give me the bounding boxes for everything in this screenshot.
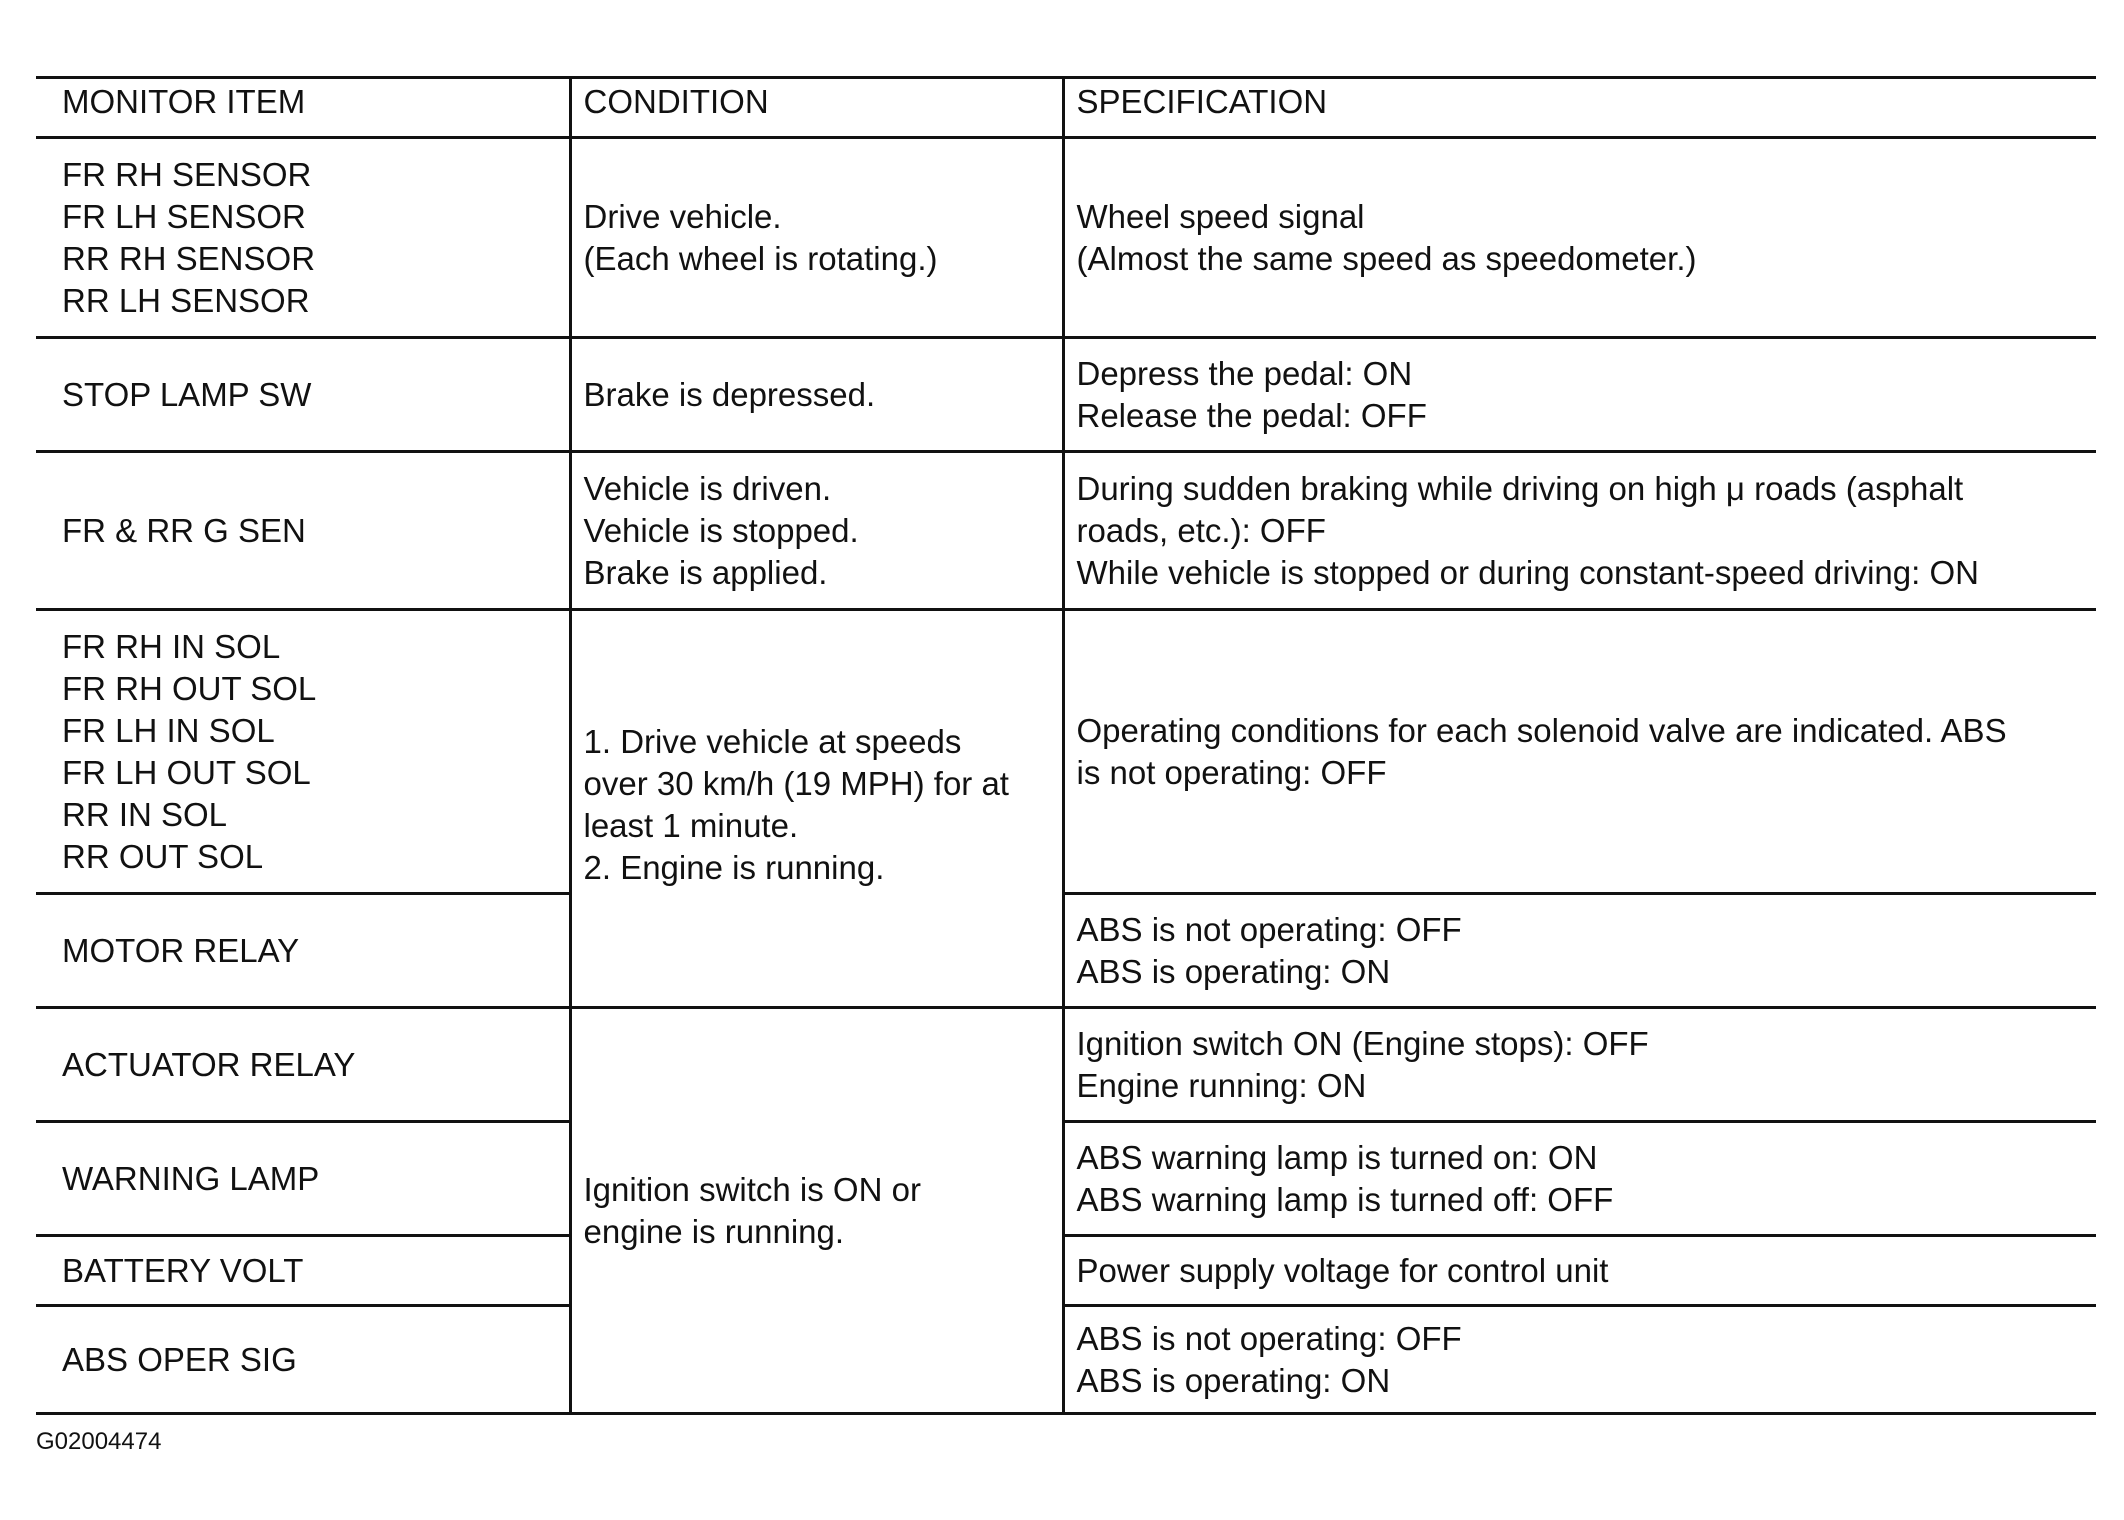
condition-line: Vehicle is driven. [583, 469, 832, 507]
table-row [36, 1122, 2096, 1236]
condition-line: (Each wheel is rotating.) [583, 239, 938, 277]
monitor-item-cell: FR & RR G SEN [36, 452, 570, 610]
header-condition: CONDITION [570, 78, 1063, 138]
condition-line: Brake is applied. [583, 553, 828, 591]
condition-line: Ignition switch is ON or [583, 1170, 921, 1208]
monitor-item-cell [36, 138, 570, 338]
condition-line: 2. Engine is running. [583, 849, 885, 886]
specification-cell [1063, 610, 2096, 894]
specification-cell [1063, 1122, 2096, 1236]
specification-cell [1063, 1306, 2096, 1414]
condition-cell [570, 138, 1063, 338]
condition-line: least 1 minute. [583, 807, 799, 844]
condition-cell [570, 1008, 1063, 1414]
specification-line: Release the pedal: OFF [1076, 396, 1427, 434]
specification-line: Engine running: ON [1076, 1066, 1367, 1104]
specification-line: ABS warning lamp is turned on: ON [1076, 1138, 1598, 1176]
table-row [36, 1236, 2096, 1306]
specification-line: (Almost the same speed as speedometer.) [1076, 239, 1697, 277]
specification-cell: Power supply voltage for control unit [1063, 1236, 2096, 1306]
specification-line: Depress the pedal: ON [1076, 354, 1413, 392]
monitor-item: FR LH OUT SOL [62, 753, 311, 791]
monitor-item-cell [36, 610, 570, 894]
table-row [36, 894, 2096, 1008]
header-specification: SPECIFICATION [1063, 78, 2096, 138]
specification-cell [1063, 1008, 2096, 1122]
monitor-item: RR OUT SOL [62, 837, 264, 875]
monitor-item-cell: ABS OPER SIG [36, 1306, 570, 1414]
specification-cell [1063, 894, 2096, 1008]
condition-line: engine is running. [583, 1212, 845, 1250]
header-monitor-item: MONITOR ITEM [36, 78, 570, 138]
table-row [36, 452, 2096, 610]
monitor-item: FR RH OUT SOL [62, 669, 317, 707]
specification-line: Wheel speed signal [1076, 197, 1365, 235]
condition-line: 1. Drive vehicle at speeds [583, 723, 962, 760]
specification-cell [1063, 452, 2096, 610]
table-row [36, 610, 2096, 894]
condition-line: Vehicle is stopped. [583, 511, 859, 549]
specification-line: While vehicle is stopped or during constant-speed driving: ON [1076, 553, 1979, 591]
table-header-row [36, 78, 2096, 138]
specification-line: ABS is operating: ON [1076, 952, 1391, 990]
monitor-item: FR LH SENSOR [62, 197, 306, 235]
monitor-item-cell: STOP LAMP SW [36, 338, 570, 452]
table-row [36, 338, 2096, 452]
specification-line: is not operating: OFF [1076, 753, 1387, 791]
figure-code: G02004474 [36, 1428, 162, 1455]
condition-line: Drive vehicle. [583, 197, 782, 235]
monitor-item: FR LH IN SOL [62, 711, 275, 749]
condition-cell [570, 452, 1063, 610]
specification-line: ABS warning lamp is turned off: OFF [1076, 1180, 1614, 1218]
condition-line: over 30 km/h (19 MPH) for at [583, 765, 1009, 802]
monitor-item: RR IN SOL [62, 795, 228, 833]
monitor-item-cell: BATTERY VOLT [36, 1236, 570, 1306]
monitor-item: FR RH IN SOL [62, 627, 281, 665]
specification-line: Operating conditions for each solenoid valve are indicated. ABS [1076, 711, 2007, 749]
specification-line: ABS is not operating: OFF [1076, 1319, 1462, 1357]
specification-line: ABS is operating: ON [1076, 1361, 1391, 1399]
monitor-item-cell: MOTOR RELAY [36, 894, 570, 1008]
monitor-item-cell: WARNING LAMP [36, 1122, 570, 1236]
table-row [36, 1306, 2096, 1414]
specification-line: During sudden braking while driving on high μ roads (asphalt [1076, 469, 1964, 507]
monitor-spec-table [36, 76, 2096, 1415]
condition-cell: Brake is depressed. [570, 338, 1063, 452]
monitor-item: RR LH SENSOR [62, 281, 310, 319]
table-row [36, 1008, 2096, 1122]
specification-line: ABS is not operating: OFF [1076, 910, 1462, 948]
specification-line: Ignition switch ON (Engine stops): OFF [1076, 1024, 1649, 1062]
monitor-item: RR RH SENSOR [62, 239, 316, 277]
monitor-item-cell: ACTUATOR RELAY [36, 1008, 570, 1122]
condition-cell [570, 610, 1063, 1008]
monitor-item: FR RH SENSOR [62, 155, 312, 193]
table-row [36, 138, 2096, 338]
specification-cell [1063, 338, 2096, 452]
specification-cell [1063, 138, 2096, 338]
specification-line: roads, etc.): OFF [1076, 511, 1326, 549]
